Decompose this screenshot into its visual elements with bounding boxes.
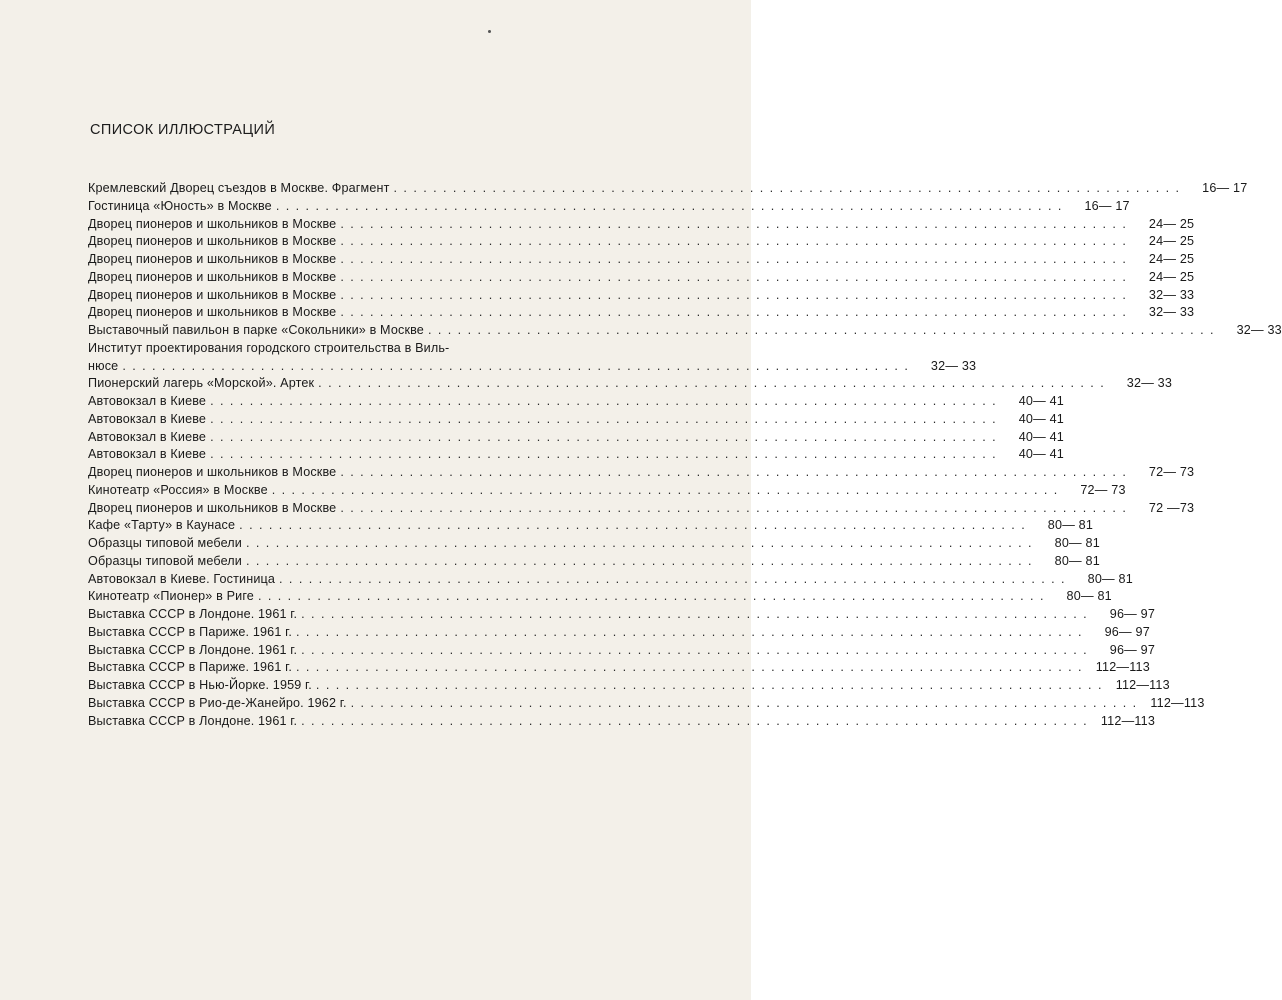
list-item [88,464,1195,482]
dot-leader: ................................................................................ [210,411,1003,426]
list-item [88,233,1195,251]
list-item [88,500,1195,518]
entry-pages: 72 —73 [1148,500,1195,515]
entry-label: Гостиница «Юность» в Москве [88,198,272,213]
dot-leader: ................................................................................ [246,553,1038,568]
entry-label-second-line: нюсе [88,358,119,373]
entry-pages: 80— 81 [1087,571,1133,586]
entry-label: Дворец пионеров и школьников в Москве [88,465,337,479]
list-item [88,659,1150,677]
list-item [88,375,1173,393]
entry-label: Дворец пионеров и школьников в Москве [88,305,337,320]
dot-leader: ................................................................................ [340,465,1133,479]
entry-pages: 16— 17 [1084,198,1130,213]
entry-pages: 32— 33 [1236,323,1282,337]
entry-label: Дворец пионеров и школьников в Москве [88,287,337,302]
dot-leader: ................................................................................ [210,447,1003,462]
dot-leader: ................................................................................ [427,323,1220,337]
page-speck [488,30,491,33]
dot-leader: ................................................................................ [295,624,1088,639]
entry-pages: 96— 97 [1109,642,1156,657]
entry-pages: 24— 25 [1148,234,1195,249]
entry-label: Выставка СССР в Лондоне. 1961 г. [88,713,298,728]
list-item [88,446,1065,464]
entry-pages: 80— 81 [1054,553,1100,568]
entry-label: Выставка СССР в Лондоне. 1961 г. [88,607,298,621]
entry-pages: 32— 33 [930,358,977,373]
entry-label: Выставка СССР в Париже. 1961 г. [88,660,292,675]
entry-pages: 80— 81 [1054,536,1100,550]
entry-pages: 112—113 [1115,678,1170,692]
entry-label: Автовокзал в Киеве [88,447,207,462]
entry-label: Пионерский лагерь «Морской». Артек [88,376,315,391]
list-item [88,216,1195,234]
list-item-continuation [88,358,977,376]
list-item [88,482,1126,500]
entry-label-first-line: Институт проектирования городского строительства в Виль- [88,340,450,355]
page-title: СПИСОК ИЛЛЮСТРАЦИЙ [90,122,276,138]
entry-pages: 112—113 [1095,660,1150,675]
entry-label: Кафе «Тарту» в Каунасе [88,518,236,533]
entry-label: Кинотеатр «Россия» в Москве [88,482,268,497]
entry-pages: 24— 25 [1148,252,1195,266]
entry-pages: 40— 41 [1018,429,1065,444]
list-item [88,535,1100,553]
list-item [88,677,1170,695]
dot-leader: ................................................................................ [340,234,1133,249]
dot-leader: ................................................................................ [301,713,1094,728]
dot-leader: ................................................................................ [340,305,1133,320]
entry-pages: 32— 33 [1148,305,1195,320]
entry-pages: 112—113 [1150,695,1205,710]
entry-pages: 40— 41 [1018,411,1065,426]
list-item [88,411,1065,429]
list-item [88,429,1065,447]
list-item [88,251,1195,269]
list-item [88,606,1156,624]
dot-leader: ................................................................................ [257,589,1050,604]
list-item [88,553,1100,571]
dot-leader: ................................................................................ [301,607,1094,621]
entry-pages: 80— 81 [1066,589,1112,604]
list-item [88,588,1112,606]
dot-leader: ................................................................................ [393,181,1186,195]
entry-pages: 80— 81 [1047,518,1094,533]
dot-leader: ................................................................................ [340,252,1133,266]
dot-leader: ................................................................................ [340,500,1133,515]
dot-leader: ................................................................................ [295,660,1088,675]
list-item [88,287,1195,305]
entry-label: Дворец пионеров и школьников в Москве [88,500,337,515]
entry-label: Выставочный павильон в парке «Сокольники» в Москве [88,323,424,337]
entry-label: Образцы типовой мебели [88,553,242,568]
entry-pages: 40— 41 [1018,394,1065,408]
entry-label: Выставка СССР в Лондоне. 1961 г. [88,642,298,657]
list-item [88,269,1195,287]
list-item [88,340,560,358]
entry-label: Автовокзал в Киеве [88,394,207,408]
entry-label: Выставка СССР в Париже. 1961 г. [88,624,292,639]
dot-leader: ................................................................................ [301,642,1094,657]
list-item [88,624,1150,642]
entry-label: Дворец пионеров и школьников в Москве [88,252,337,266]
list-item [88,642,1156,660]
entry-label: Дворец пионеров и школьников в Москве [88,269,337,284]
dot-leader: ................................................................................ [340,287,1133,302]
dot-leader: ................................................................................ [271,482,1064,497]
entry-pages: 40— 41 [1018,447,1065,462]
list-item [88,393,1065,411]
list-item [88,713,1156,731]
entry-label: Выставка СССР в Рио-де-Жанейро. 1962 г. [88,695,347,710]
entry-pages: 96— 97 [1104,624,1150,639]
entry-pages: 112—113 [1100,713,1156,728]
dot-leader: ................................................................................ [122,358,915,373]
list-item [88,180,1248,198]
dot-leader: ................................................................................ [275,198,1068,213]
dot-leader: ................................................................................ [340,216,1133,231]
dot-leader: ................................................................................ [315,678,1108,692]
entry-label: Автовокзал в Киеве [88,411,207,426]
entry-label: Кинотеатр «Пионер» в Риге [88,589,254,604]
entry-pages: 32— 33 [1148,287,1195,302]
dot-leader: ................................................................................ [279,571,1071,586]
illustrations-list [88,180,1282,730]
list-item [88,695,1205,713]
entry-label: Образцы типовой мебели [88,536,242,550]
list-item [88,322,1282,340]
entry-label: Автовокзал в Киеве. Гостиница [88,571,276,586]
entry-pages: 32— 33 [1126,376,1173,391]
dot-leader: ................................................................................ [340,269,1133,284]
entry-label: Кремлевский Дворец съездов в Москве. Фрагмент [88,181,390,195]
list-item [88,198,1130,216]
entry-pages: 24— 25 [1148,216,1195,231]
dot-leader: ................................................................................ [318,376,1111,391]
entry-label: Автовокзал в Киеве [88,429,207,444]
dot-leader: ................................................................................ [210,394,1003,408]
dot-leader: ................................................................................ [239,518,1032,533]
entry-label: Выставка СССР в Нью-Йорке. 1959 г. [88,678,312,692]
entry-label: Дворец пионеров и школьников в Москве [88,216,337,231]
entry-pages: 96— 97 [1109,607,1156,621]
list-item [88,517,1094,535]
entry-pages: 72— 73 [1080,482,1126,497]
entry-pages: 72— 73 [1148,465,1195,479]
list-item [88,571,1133,589]
entry-pages: 16— 17 [1202,181,1248,195]
dot-leader: ................................................................................ [246,536,1038,550]
entry-pages: 24— 25 [1148,269,1195,284]
dot-leader: ................................................................................ [350,695,1143,710]
entry-label: Дворец пионеров и школьников в Москве [88,234,337,249]
list-item [88,304,1195,322]
dot-leader: ................................................................................ [210,429,1003,444]
